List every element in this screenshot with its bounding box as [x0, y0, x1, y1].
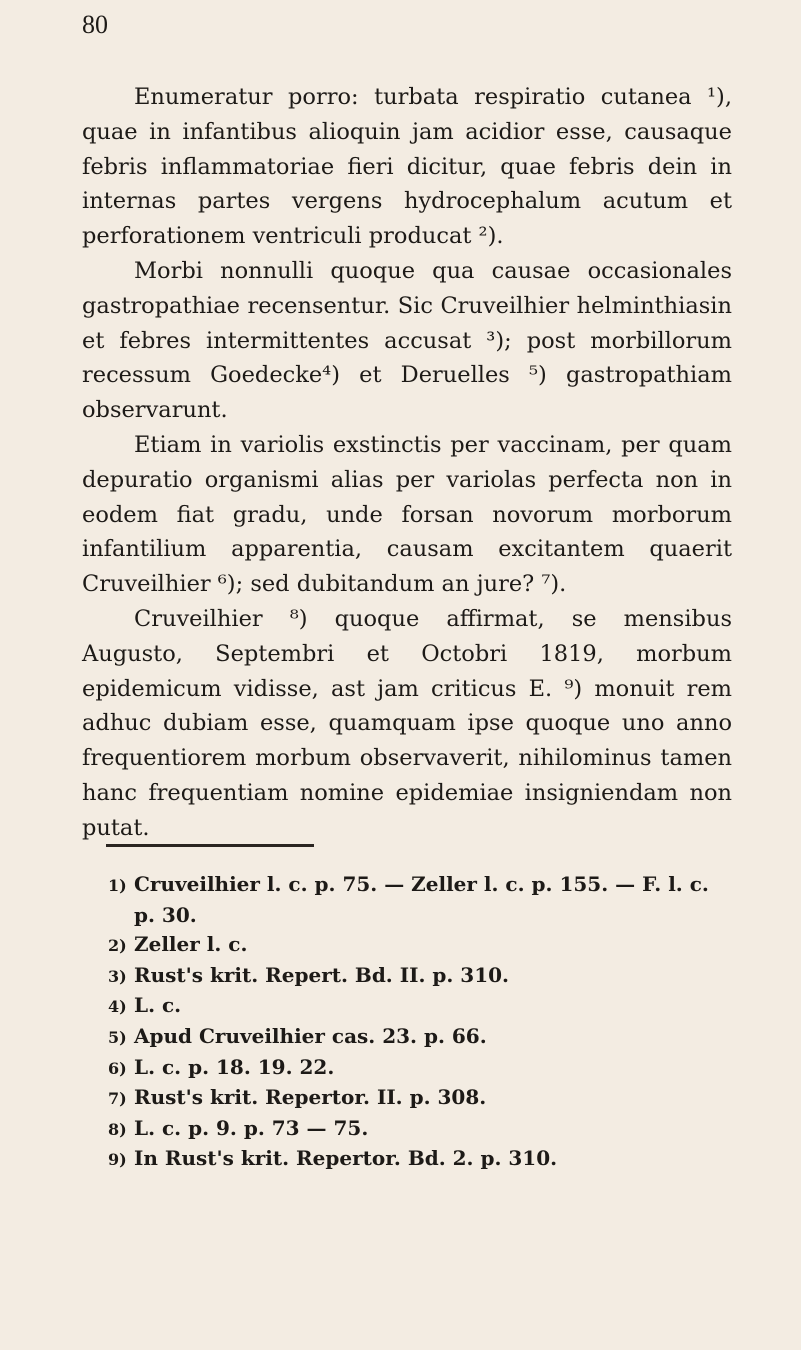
footnotes: [108, 870, 768, 1175]
footnote-2: [108, 930, 768, 961]
footnote-text: Cruveilhier l. c. p. 75. — Zeller l. c. p. 155. — F. l. c.: [134, 872, 709, 896]
footnote-separator: [106, 844, 314, 847]
paragraph-1: Enumeratur porro: turbata respiratio cutanea ¹), quae in infantibus alioquin jam acidior esse, causaque febris inflammatoriae fieri dicitur, quae febris dein in internas partes vergens hydrocephalum acutum et perforationem ventriculi producat ²).: [82, 84, 732, 250]
footnote-1-continuation: [108, 901, 768, 931]
footnote-9: [108, 1144, 768, 1175]
paragraph-2: Morbi nonnulli quoque qua causae occasionales gastropathiae recensentur. Sic Cruveilhier helminthiasin et febres intermittentes accusat ³); post morbillorum recessum Goedecke⁴) et Deruelles ⁵) gastropathiam observarunt.: [82, 257, 732, 424]
footnote-mark: 9): [108, 1150, 127, 1170]
footnote-text: Rust's krit. Repertor. II. p. 308.: [134, 1085, 487, 1110]
paragraph-4: Cruveilhier ⁸) quoque affirmat, se mensibus Augusto, Septembri et Octobri 1819, morbum epidemicum vidisse, ast jam criticus E. ⁹) monuit rem adhuc dubiam esse, quamquam ipse quoque uno anno frequentiorem morbum observaverit, nihilominus tamen hanc frequentiam nomine epidemiae insigniendam non putat.: [82, 605, 732, 841]
main-text: [82, 80, 732, 846]
footnote-5: [108, 1022, 768, 1053]
footnote-mark: 7): [108, 1089, 127, 1109]
footnote-6: [108, 1053, 768, 1084]
footnote-mark: 5): [108, 1027, 127, 1047]
footnote-text: In Rust's krit. Repertor. Bd. 2. p. 310.: [134, 1146, 558, 1171]
footnote-3: [108, 961, 768, 992]
footnote-text: L. c.: [134, 993, 182, 1018]
footnote-text: Zeller l. c.: [134, 932, 248, 957]
page-number: 80: [82, 10, 108, 39]
footnote-text: L. c. p. 9. p. 73 — 75.: [134, 1115, 369, 1140]
footnote-8: [108, 1114, 768, 1145]
footnote-mark: 8): [108, 1119, 127, 1139]
footnote-text: p. 30.: [134, 902, 197, 927]
footnote-7: [108, 1083, 768, 1114]
footnote-text: Apud Cruveilhier cas. 23. p. 66.: [134, 1023, 487, 1048]
footnote-text: Rust's krit. Repert. Bd. II. p. 310.: [134, 962, 509, 987]
footnote-text: L. c. p. 18. 19. 22.: [134, 1054, 335, 1079]
footnote-mark: 3): [108, 966, 127, 986]
footnote-mark: 6): [108, 1058, 127, 1078]
footnote-mark: 4): [108, 997, 127, 1017]
footnote-1: [108, 870, 768, 901]
footnote-mark: 1): [108, 876, 127, 895]
footnote-mark: 2): [108, 936, 127, 956]
footnote-4: [108, 991, 768, 1022]
paragraph-3: Etiam in variolis exstinctis per vaccinam, per quam depuratio organismi alias per variolas perfecta non in eodem fiat gradu, unde forsan novorum morborum infantilium apparentia, causam excitantem quaerit Cruveilhier ⁶); sed dubitandum an jure? ⁷).: [82, 431, 732, 598]
